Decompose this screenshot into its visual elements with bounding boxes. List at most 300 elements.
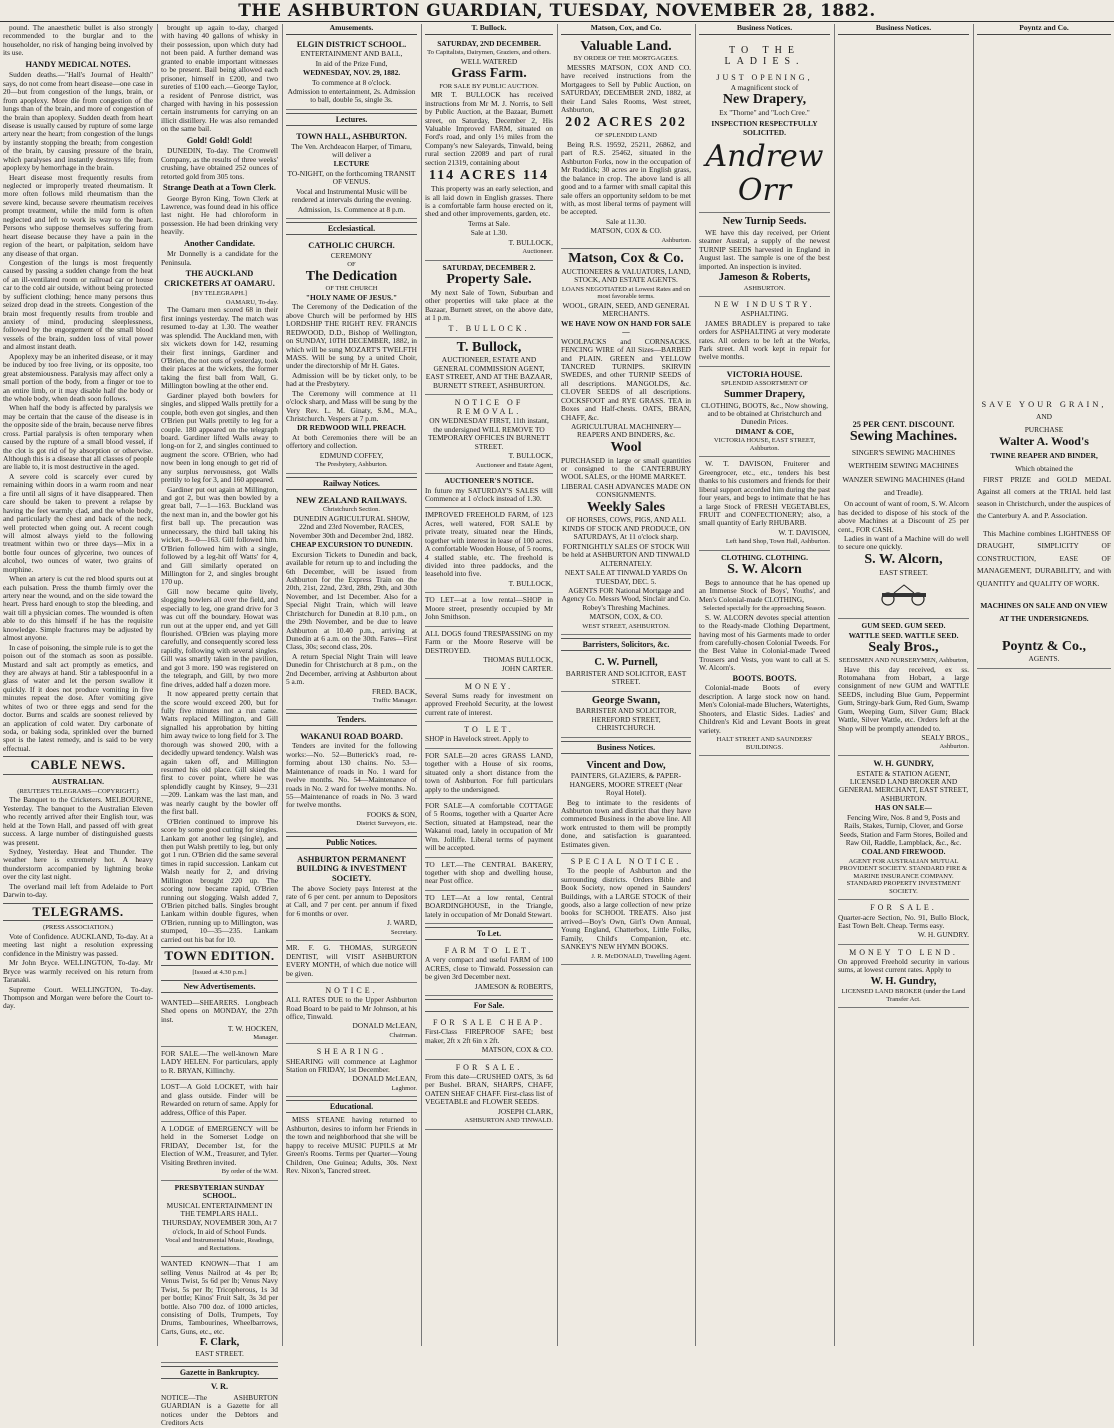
ad-heading: TOWN HALL, ASHBURTON. <box>296 131 407 141</box>
ad-text: OF <box>347 261 356 269</box>
ad-heading: 25 PER CENT. DISCOUNT. <box>852 419 955 429</box>
ad-text: MACHINES ON SALE AND ON VIEW AT THE UNDERSIGNEDS. <box>980 601 1108 624</box>
advertisement <box>425 1060 553 1130</box>
ad-text: W. T. DAVISON, Fruiterer and Greengrocer, etc., etc., tenders his best thanks to his customers and friends for their liberal support accorded him during the past four years, and begs to intimate that he has a large Stock of FRESH VEGETABLES, FRUIT and CONFECTIONERY; also, a small quantity of Early RHUBARB. <box>699 459 830 528</box>
advertisement <box>161 1047 278 1080</box>
ad-heading: W. H. GUNDRY, <box>873 758 934 768</box>
column-1 <box>0 24 156 1346</box>
advertisement <box>977 397 1111 669</box>
ad-address: EAST STREET. <box>195 1348 244 1358</box>
section-heading: Amusements. <box>286 24 417 35</box>
ad-signature: FOOKS & SON, <box>366 809 417 819</box>
ad-signature-role: Manager. <box>253 1034 278 1042</box>
ad-signature: W. T. DAVISON, <box>778 527 830 537</box>
ad-signature: MATSON, COX & CO. <box>481 1045 553 1055</box>
ad-text: S. W. ALCORN devotes special attention to the Ready-made Clothing Department, having most of his Garments made to order from carefully-chosen Colonial Tweeds. For the Best Value in Colonial-made Tweed Trousers and Vests, you want to call at S. W. Alcorn's. <box>699 612 830 673</box>
ad-text: FOR SALE BY PUBLIC AUCTION. <box>439 82 539 90</box>
ad-text: WOOLPACKS and CORNSACKS. FENCING WIRE of All Sizes—BARBED and PLAIN. GREEN and YELLOW TANCRED TURNIPS. SKIRVIN SWEDES, and other TURNIP SEEDS of all descriptions. MANGOLDS, &c. CLOVER SEEDS of all descriptions. COCKSFOOT and RYE GRASS. TEA in Boxes and Half-chests. OATS, BRAN, CHAFF, &c. <box>561 336 691 422</box>
ad-text: ESTATE & STATION AGENT, LICENSED LAND BROKER AND GENERAL MERCHANT, EAST STREET, ASHBURTON. <box>838 768 969 803</box>
advertisement <box>561 37 691 250</box>
ad-signature: EDMUND COFFEY, <box>319 450 384 460</box>
section-heading: Public Notices. <box>286 836 417 849</box>
town-edition-heading: TOWN EDITION. <box>161 947 278 966</box>
article-paragraph: When half the body is affected by paralysis we may be certain that the cause of the disease is in the opposite side of the brain, because nerve fibres cross. Partial paralysis is often temporary when caused by the rupture of a small blood vessel, if the clot is got rid of by absorption or otherwise. Although this is a disease that all classes of people are liable to, it is most destructive in the aged. <box>3 403 153 472</box>
article-paragraph: It now appeared pretty certain that the score would exceed 200, but for fully five minutes not a run came. Watts replaced Millington, and Gill signalled his approbation by hitting him away twice to long field for 3. The thorough was showed 200, with a decidedly upward tendency. Walsh was again taken off, and Millington resumed his old place. Gill skied the first to cover point, where he was splendidly caught by Kinsey, 9—231—209. Lankam was the last man, and was nearly caught by the bowler off the first ball. <box>161 689 278 817</box>
ad-text: INSPECTION RESPECTFULLY SOLICITED. <box>711 119 818 137</box>
ad-heading: TO LET. <box>464 725 514 735</box>
advertisement <box>699 551 830 756</box>
ad-signature: By order of the W.M. <box>221 1168 278 1176</box>
ad-heading: BOOTS. BOOTS. <box>732 673 797 683</box>
ad-text: Selected specially for the approaching Season. <box>703 605 826 613</box>
ad-title: C. W. Purnell, <box>594 657 658 669</box>
ad-text: MR. F. G. THOMAS, SURGEON DENTIST, will VISIT ASHBURTON EVERY MONTH, of which due notice will be given. <box>286 943 417 978</box>
ad-text: Admission to entertainment, 2s. Admission to ball, double 5s, single 3s. <box>287 86 416 105</box>
advertisement <box>286 983 417 1044</box>
ad-heading: NOTICE OF REMOVAL. <box>454 398 524 417</box>
section-heading: Barristers, Solicitors, &c. <box>561 638 691 651</box>
advertisement <box>425 943 553 996</box>
ad-text: NEXT SALE AT TINWALD YARDS On TUESDAY, DEC. 5. <box>564 568 688 586</box>
ad-heading: WATTLE SEED. WATTLE SEED. <box>848 630 959 640</box>
ad-text: DR REDWOOD WILL PREACH. <box>297 423 406 433</box>
ad-signature: MATSON, COX, & CO. <box>589 612 663 622</box>
advertisement <box>425 722 553 749</box>
ad-text: FOR SALE—20 acres GRASS LAND, together with a House of six rooms, situated only a short distance from the town of Ashburton. For full particulars apply to the undersigned. <box>425 750 553 794</box>
article-paragraph: George Byron King, Town Clerk at Lawrence, was found dead in his office last night. He had chloroform in possession. He had been drinking very heavily. <box>161 193 278 237</box>
ad-name: F. Clark, <box>199 1337 240 1349</box>
article-paragraph: Gardiner played both bowlers for singles, and slipped Walls prettily for a couple, both even got singles, and then O'Brien put Walls prettily to leg for a couple. 180 appeared on the telegraph board. Gardiner lifted Walls away to long-on for 2, and singles continued to augment the score. O'Brien, who had now been in long enough to get rid of any surplus nervousness, got Walls prettily to leg for 3, and 160 appeared. <box>161 390 278 485</box>
ad-signature-role: Ashburton. <box>939 743 969 751</box>
advertisement <box>838 900 969 944</box>
ad-text: WOOL, GRAIN, SEED, AND GENERAL MERCHANTS. <box>562 300 690 319</box>
ad-text: SHEARING will commence at Laghmor Station on FRIDAY, 1st December. <box>286 1056 417 1074</box>
ad-text: The Ven. Archdeacon Harper, of Timaru, will deliver a <box>291 141 412 159</box>
ad-text: WE have this day received, per Orient steamer Austral, a supply of the newest TURNIP SEEDS harvested in England in August last. The sample is one of the best imported. An inspection is invited. <box>699 227 830 271</box>
ad-heading: WAKANUI ROAD BOARD. <box>300 731 403 741</box>
ad-text: WEDNESDAY, NOV. 29, 1882. <box>302 68 401 78</box>
ad-text: My next Sale of Town, Suburban and other properties will take place at the Bazaar, Burnett street, on the above date, at 1 p.m. <box>425 287 553 323</box>
ad-text: FORTNIGHTLY SALES OF STOCK Will be held at ASHBURTON AND TINWALD ALTERNATELY. <box>562 541 690 568</box>
ad-text: The above Society pays Interest at the rate of 6 per cent. per annum to Depositors at Call, and 7 per cent. per annum if fixed for 6 months or over. <box>286 883 417 918</box>
ad-signature: MATSON, COX & CO. <box>590 226 662 236</box>
advertisement <box>425 891 553 924</box>
advertisement <box>838 945 969 1009</box>
ad-text: OF SPLENDID LAND <box>595 132 657 140</box>
ad-signature: T. W. HOCKEN, <box>227 1023 278 1033</box>
ad-text: VICTORIA HOUSE, EAST STREET, Ashburton. <box>713 437 816 452</box>
ad-text: AND <box>1035 412 1052 422</box>
ad-text: Beg to intimate to the residents of Ashburton town and district that they have commenced Business in the above line. All work entrusted to them will be promptly done, and satisfaction is guaranteed. Estimates given. <box>561 797 691 849</box>
ad-text: Excursion Tickets to Dunedin and back, available for return up to and including the 6th December, will be issued from Ashburton for the Express Train on the 20th, 21st, 22nd, 23rd, 28th, 29th, and 30th November, and 1st December. Also for a Special Night Train, which will leave Christchurch for Dunedin at 8.10 p.m., on the 29th November, and be due to leave Ashburton at 10.40 p.m., arriving at Dunedin at 6 a.m. on the 30th. Fares—First Class, 30s; second class, 20s. <box>286 549 417 652</box>
article-paragraph: Supreme Court. WELLINGTON, To-day. Thompson and Morgan were before the Court to-day. <box>3 984 153 1011</box>
article-paragraph: A severe cold is scarcely ever cured by remaining within doors in a warm room and near a fire until all signs of it have disappeared. Then care should be taken to prevent a relapse by having the feet warmly clad, and the whole body, and particularly the chest and back of the neck, well protected when going out. A recent cough will almost always yield to the following treatment within two or three days—Mix in a bottle four ounces of glycerine, two ounces of alcohol, two ounces of water, two grains of morphine. <box>3 471 153 574</box>
reaper-illustration <box>838 583 969 609</box>
ad-text: Fencing Wire, Nos. 8 and 9, Posts and Rails, Stakes, Turnip, Clover, and Gorse Seeds, Station and Farm Stores, Boiled and Raw Oil, Raddle, Lampblack, &c., &c. <box>839 812 968 848</box>
advertisement <box>286 852 417 941</box>
advertisement <box>286 238 417 474</box>
ad-text: NOTICE—The ASHBURTON GUARDIAN is a Gazette for all notices under the Debtors and Creditors Acts <box>161 1392 278 1428</box>
advertisement <box>699 457 830 550</box>
advertisement <box>838 756 969 901</box>
ad-text: From this date—CRUSHED OATS, 3s 6d per Bushel. BRAN, SHARPS, CHAFF, OATEN SHEAF CHAFF. First-class list of VEGETABLE and FLOWER SEEDS. <box>425 1071 553 1107</box>
ad-text: BARRISTER AND SOLICITOR, HEREFORD STREET, CHRISTCHURCH. <box>575 706 677 733</box>
ad-text: SATURDAY, 2ND DECEMBER. <box>437 38 541 48</box>
article-paragraph: Mr Donnelly is a candidate for the Peninsula. <box>161 249 278 267</box>
ad-text: To Capitalists, Dairymen, Graziers, and others. <box>427 49 551 57</box>
ad-text: AGENTS FOR National Mortgage and Agency Co. Messrs Wood, Sinclair and Co. Robey's Threshing Machines. <box>561 585 691 612</box>
ad-text: DIMANT & COE, <box>735 426 794 436</box>
ad-signature: SEALY BROS., <box>921 733 969 742</box>
ad-signature: W. H. GUNDRY. <box>917 930 969 940</box>
ad-title: Sealy Bros., <box>868 640 939 656</box>
advertisement <box>286 129 417 219</box>
ad-text: ASHBURTON. <box>743 284 786 292</box>
ad-text: PAINTERS, GLAZIERS, & PAPER-HANGERS, MOORE STREET (Near Royal Hotel). <box>569 771 683 798</box>
advertisement <box>425 593 553 626</box>
byline: [BY TELEGRAPH.] <box>192 290 247 298</box>
article-paragraph: pound. The anaesthetic bullet is also strongly recommended to the burglar and to the householder, no risk of hanging being involved by its use. <box>3 23 153 58</box>
ad-text: The Ceremony of the Dedication of the above Church will be performed by HIS LORDSHIP THE RIGHT REV. FRANCIS REDWOOD, D.D., Bishop of Wellington, on SUNDAY, 10TH DECEMBER, 1882, in which will be sung MOZART'S TWELFTH MASS. Will be sung by a united Choir, under the directorship of Mr H. Gates. <box>286 302 417 371</box>
ad-text: Admission will be by ticket only, to be had at the Presbytery. <box>286 370 417 389</box>
ad-text: DUNEDIN AGRICULTURAL SHOW, 22nd and 23rd November, RACES, November 30th and December 2nd, 1882. <box>289 513 414 540</box>
ad-text: PURCHASED in large or small quantities or consigned to the CANTERBURY WOOL SALES, or the HOME MARKET. <box>561 455 691 482</box>
ad-signature: DONALD McLEAN, <box>352 1074 417 1084</box>
ad-text: Vocal and Instrumental Music will be rendered at intervals during the evening. <box>291 186 412 205</box>
ad-text: In aid of the Prize Fund, <box>315 58 388 68</box>
ad-text: WANTED—SHEARERS. Longbeach Shed opens on MONDAY, the 27th inst. <box>161 997 278 1024</box>
ad-signature-role: District Surveyors, etc. <box>356 820 417 828</box>
newspaper-masthead: THE ASHBURTON GUARDIAN, TUESDAY, NOVEMBER 28, 1882. <box>0 0 1114 22</box>
ad-heading: FOR SALE. <box>870 903 937 913</box>
ad-text: FOR SALE—A comfortable COTTAGE of 5 Rooms, together with a Quarter Acre Section, situated at Hampstead, near the Wakanui road, lately in occupation of Mr Wm. Jolliffe. Liberal terms of payment will be accepted. <box>425 800 553 853</box>
article-paragraph: Apoplexy may be an inherited disease, or it may be induced by too free living, or its opposite, too great abstemiousness. Paralysis may affect only a small portion of the body, from a finger or toe to an entire limb, or it may disable half the body or the whole body, when death soon follows. <box>3 351 153 403</box>
ad-text: SPLENDID ASSORTMENT OF <box>721 380 808 388</box>
ad-text: First-Class FIREPROOF SAFE; best maker, 2ft x 2ft 6in x 2ft. <box>425 1027 553 1045</box>
ad-heading: MONEY TO LEND. <box>849 947 958 957</box>
ad-text: At both Ceremonies there will be an offertory and collection. <box>286 432 417 451</box>
ad-text: LICENSED LAND BROKER (under the Land Transfer Act. <box>841 988 966 1003</box>
ad-signature-role: Auctioneer and Estate Agent, <box>475 461 553 469</box>
ad-heading: PRESBYTERIAN SUNDAY SCHOOL. <box>174 1182 265 1201</box>
advertisement <box>425 395 553 474</box>
ad-text: OF THE CHURCH <box>325 285 378 293</box>
ad-text: SATURDAY, DECEMBER 2. <box>442 262 536 272</box>
ad-text: BY ORDER OF THE MORTGAGEES. <box>573 55 679 63</box>
ad-heading: NOTICE. <box>325 986 378 996</box>
ad-signature: JOHN CARTER. <box>501 664 553 674</box>
cable-credit: (REUTER'S TELEGRAMS—COPYRIGHT.) <box>17 787 139 795</box>
ad-heading: NEW INDUSTRY. <box>714 300 815 310</box>
ad-text: MESSRS MATSON, COX AND CO. have received instructions from the Mortgagees to Sell by Public Auction, on SATURDAY, DECEMBER 2ND, 1882, at their Land Sales Rooms, West street, Ashburton, <box>561 62 691 115</box>
ad-text: FOR SALE.—The well-known Mare LADY HELEN. For particulars, apply to R. BRYAN, Killinchy. <box>161 1048 278 1075</box>
telegrams-heading: TELEGRAMS. <box>3 903 153 922</box>
dateline: OAMARU, To-day. <box>225 298 278 306</box>
article-paragraph: Congestion of the lungs is most frequently caused by passing a sudden change from the heat of an ill-ventilated room or railroad car or house car to the cold air outside, without being protected by sufficient clothing; hence many persons thus seized drop dead in the streets. Congestion of the brain most frequently results from trouble and anxiety of mind, producing sleeplessness, followed by the engorgement of the small blood vessels of the brain, sudden loss of vital power and almost instant death. <box>3 257 153 352</box>
ad-text: OF HORSES, COWS, PIGS, AND ALL KINDS OF STOCK AND PRODUCE, ON SATURDAYS, At 11 o'clock sharp. <box>562 515 690 542</box>
column-heading: Business Notices. <box>699 24 830 35</box>
advertisement <box>161 996 278 1047</box>
ad-title: George Swann, <box>591 694 661 706</box>
ad-heading: SPECIAL NOTICE. <box>570 857 682 867</box>
ad-text: To commence at 8 o'clock. <box>311 77 391 87</box>
ad-signature: THOMAS BULLOCK, <box>483 654 553 664</box>
ad-signature: T. BULLOCK, <box>508 451 553 461</box>
ad-text: A magnificent stock of <box>730 82 799 92</box>
ad-text: On approved Freehold security in various sums, at lowest current rates. Apply to <box>838 957 969 975</box>
section-heading: Railway Notices. <box>286 477 417 490</box>
ad-text: LOST—A Gold LOCKET, with hair and glass outside. Finder will be Rewarded on return of same. Apply for address, Office of this Paper. <box>161 1082 278 1117</box>
ad-signature-role: Chairman. <box>389 1031 417 1039</box>
ad-heading: GUM SEED. GUM SEED. <box>861 621 946 631</box>
ad-text: Have this day received, ex ss. Rotomahana from Hobart, a large consignment of new GUM and WATTLE SEEDS, including Blue Gum, Peppermint Gum, Stringy-bark Gum, Red Gum, Swamp Gum, Weeping Gum, Silver Gum; Black Wattle, Silver Wattle, etc. Orders left at the Shop will be promptly attended to. <box>838 664 969 733</box>
cable-news-heading: CABLE NEWS. <box>3 756 153 775</box>
ad-title: S. W. Alcorn <box>727 562 802 578</box>
advertisement <box>425 799 553 858</box>
article-paragraph: Mr John Bryce. WELLINGTON, To-day. Mr Bryce was warmly received on his return from Taranaki. <box>3 958 153 985</box>
ad-signature: JOSEPH CLARK, <box>497 1106 553 1116</box>
column-5 <box>557 24 694 1346</box>
advertisement <box>286 941 417 983</box>
ad-text: This Machine combines LIGHTNESS OF DRAUGHT, SIMPLICITY OF CONSTRUCTION, EASE OF MANAGEMENT, DURABILITY, and with QUANTITY and QUALITY OF WORK. <box>977 528 1111 588</box>
advertisement <box>561 854 691 965</box>
ad-text: Being R.S. 19592, 25211, 26862, and part of R.S. 25462, situated in the Ashburton Forks, now in the occupation of Mr Ruddick; 30 acres are in English grass, the balance in crop. The above land is all good and to a farmer with small capital this sale offers an opportunity seldom to be met with, as most liberal terms of payment will be accepted. <box>561 139 691 217</box>
ad-title: New Drapery, <box>722 91 807 107</box>
ad-heading: CATHOLIC CHURCH. <box>308 241 395 251</box>
ad-text: Sale at 11.30. <box>606 216 646 226</box>
ad-text: EAST STREET. <box>879 567 928 577</box>
ad-signature: T. BULLOCK, <box>508 237 553 247</box>
ad-text: On account of want of room, S. W. Alcorn has decided to dispose of his stock of the above Machines at a Discount of 25 per cent., FOR CASH. <box>838 499 970 534</box>
ad-text: COAL AND FIREWOOD. <box>861 847 946 857</box>
ad-signature: HALT STREET AND SAUNDERS' BUILDINGS. <box>716 735 813 751</box>
column-7 <box>834 24 972 1346</box>
ad-text: Begs to announce that he has opened up an Immense Stock of Boys', Youths', and Men's Colonial-made CLOTHING, <box>699 577 830 604</box>
article-paragraph: When an artery is cut the red blood spurts out at each pulsation. Press the thumb firmly over the artery near the wound, and on the side toward the heart. Press hard enough to stop the bleeding, and wait till a physician comes. The wounded is often able to do this himself if he has the requisite knowledge. Simple fractures may be adjusted by almost anyone. <box>3 574 153 643</box>
advertisement <box>425 338 553 395</box>
section-heading: For Sale. <box>425 999 553 1012</box>
article-paragraph: DUNEDIN, To-day. The Cromwell Company, as the results of three weeks' crushing, have obtained 252 ounces of retorted gold from 305 tons. <box>161 146 278 181</box>
advertisement <box>561 249 691 635</box>
ad-text: TO LET—At a low rental, Central BOARDINGHOUSE, in the Triangle, lately in occupation of Mr Donald Stewart. <box>425 892 553 919</box>
ad-text: "HOLY NAME OF JESUS." <box>305 292 398 302</box>
royal-cypher: V. R. <box>210 1382 229 1392</box>
article-paragraph: The overland mail left from Adelaide to Port Darwin to-day. <box>3 881 153 900</box>
article-paragraph: Gardiner put out again at Millington, and got 2, but was then bowled by a great ball, 7—1—163. Buckland was the next man in, and the bowler got his first ball up. The precaution was unnecessary, the third ball taking his wicket, 8—0—163. Gill followed him. O'Brien followed him with a single, followed by a leg-hit off Watts' for 4, and Gill similarly operated on Millington for 2, and singles brought 170 up. <box>161 484 278 587</box>
ad-acres: 114 ACRES 114 <box>428 168 550 184</box>
article-heading: Another Candidate. <box>183 238 256 248</box>
ad-heading: AUCTIONEER'S NOTICE. <box>444 476 534 486</box>
ad-text: ALL RATES DUE to the Upper Ashburton Road Board to be paid to Mr Johnson, at his office, Tinwald. <box>286 995 417 1022</box>
advertisement <box>286 37 417 110</box>
column-heading: Poyntz and Co. <box>977 24 1111 35</box>
ad-heading: CLOTHING. CLOTHING. <box>721 552 808 562</box>
blank-space <box>977 37 1111 397</box>
advertisement <box>425 858 553 891</box>
ad-text: Sale at 1.30. <box>470 228 508 238</box>
ad-text: SINGER'S SEWING MACHINES WERTHEIM SEWING MACHINES WANZER SEWING MACHINES (Hand and Treadle). <box>842 447 965 497</box>
column-3 <box>282 24 420 1346</box>
ad-text: SHOP in Havelock street. Apply to <box>425 734 529 744</box>
ad-signature-role: WEST STREET, ASHBURTON. <box>582 622 670 630</box>
advertisement <box>561 757 691 854</box>
ad-text: ENTERTAINMENT AND BALL, <box>300 49 403 59</box>
ad-heading: SHEARING. <box>316 1047 387 1057</box>
article-heading: THE AUCKLAND CRICKETERS AT OAMARU. <box>164 269 275 288</box>
ad-text: Which obtained the <box>1015 463 1073 473</box>
ad-title: Wool <box>610 439 642 455</box>
ad-title: Walter A. Wood's <box>999 434 1089 449</box>
section-heading: Educational. <box>286 1100 417 1113</box>
ad-text: ASPHALTING. <box>740 309 789 319</box>
article-paragraph: Vote of Confidence. AUCKLAND, To-day. At a meeting last night a resolution expressing confidence in the Ministry was passed. <box>3 931 153 958</box>
ad-text: IMPROVED FREEHOLD FARM, of 123 Acres, well watered, FOR SALE by private treaty, situated near the Hinds, together with interest in lease of 100 acres. A comfortable Wooden House, of 5 rooms, 4 stalled stable, etc. The freehold is divided into three paddocks, and the leasehold into five. <box>425 510 553 579</box>
ad-signature-role: Auctioneer. <box>522 248 553 256</box>
ad-text: TO-NIGHT, on the forthcoming TRANSIT OF VENUS. <box>287 168 416 187</box>
article-paragraph: Heart disease most frequently results from neglected or improperly treated rheumatism. It more often follows mild rheumatism than the severe kind, because severe rheumatism receives prompt treatment, while the mild form is often neglected and left to work its way to the heart. Persons who suppose themselves suffering from heart disease because they have a pain in the region of the heart, or palpitation, seldom have any disease of that organ. <box>3 172 153 258</box>
ad-text: FIRST PRIZE and GOLD MEDAL Against all comers at the TRIAL held last season in Christchurch, under the auspices of the Canterbury A. and P. Association. <box>977 475 1111 520</box>
article-paragraph: The Banquet to the Cricketers. MELBOURNE, Yesterday. The banquet to the Australian Eleven who recently arrived after their English tour, was held at the Town Hall, and passed off with great success. A large number of distinguished guests was present. <box>3 795 153 847</box>
ad-text: A very compact and useful FARM of 100 ACRES, close to Tinwald. Possession can be given 3rd December next. <box>425 955 553 982</box>
advertisement <box>425 37 553 261</box>
blank-space <box>838 37 969 417</box>
ad-heading: FOR SALE CHEAP. <box>433 1018 545 1028</box>
ad-text: Several Sums ready for investment on approved Freehold Security, at the lowest current rate of interest. <box>425 690 553 717</box>
ad-title: Valuable Land. <box>580 38 672 54</box>
advertisement <box>838 619 969 756</box>
cable-subheading: AUSTRALIAN. <box>51 777 105 787</box>
advertisement <box>425 627 553 679</box>
ad-text: WANTED KNOWN—That I am selling Venus Nailrod at 4s per lb; Venus Twist, 5s 6d per lb; Venus Navy Twist, 5s per lb; Tricopherous, 1s 3d per bottle; Kinos' Fruit Salt, 3s 3d per bottle. Also 700 doz. of 1000 articles, consisting of Dolls, Trumpets, Toy Drums, Tambourines, Wheelbarrows, Carts, Guns, etc., etc. <box>161 1259 278 1336</box>
ad-title: Vincent and Dow, <box>586 759 666 771</box>
ad-signature: J. R. McDONALD, Travelling Agent. <box>591 952 691 960</box>
advertisement <box>425 474 553 508</box>
advertisement <box>161 1257 278 1363</box>
ad-text: AUCTIONEER, ESTATE AND GENERAL COMMISSION AGENT, EAST STREET, AND AT THE BAZAAR, BURNETT STREET, ASHBURTON. <box>425 355 553 390</box>
advertisement <box>561 654 691 691</box>
ad-text: Vocal and Instrumental Music, Readings, and Recitations. <box>165 1237 274 1252</box>
ad-text: TO LET.—The CENTRAL BAKERY, together with shop and dwelling house, near Post office. <box>425 859 553 886</box>
ad-heading: ASHBURTON PERMANENT BUILDING & INVESTMENT SOCIETY. <box>296 854 407 884</box>
ad-text: A return Special Night Train will leave Dunedin for Christchurch at 8 p.m., on the 2nd December, arriving at Ashburton about 5 a.m. <box>286 651 417 687</box>
section-heading: Tenders. <box>286 713 417 726</box>
ad-text: MISS STEANE having returned to Ashburton, desires to inform her Friends in the town and neighborhood that she will be happy to receive MUSIC PUPILS at Mr Green's Rooms. Terms per Quarter—Young Children, One Guinea; Adults, 30s. Next Rev. Nixon's, Tancred street. <box>286 1115 417 1176</box>
ad-text: CLOTHING, BOOTS, &c., Now showing, and to be obtained at Christchurch and Dunedin Prices. <box>700 400 829 427</box>
advertisement <box>838 417 969 620</box>
ad-title: Jameson & Roberts, <box>718 272 811 284</box>
ad-signature-role: Traffic Manager. <box>372 697 417 705</box>
ad-text: PURCHASE <box>1024 424 1064 434</box>
advertisement <box>425 261 553 338</box>
column-heading: Business Notices. <box>838 24 969 35</box>
advertisement <box>699 37 830 214</box>
ad-text: WELL WATERED <box>460 56 518 66</box>
ad-title: Matson, Cox & Co. <box>568 251 684 267</box>
section-heading: To Let. <box>425 927 553 940</box>
column-heading: Matson, Cox, and Co. <box>561 24 691 35</box>
ad-text: THURSDAY, NOVEMBER 30th, At 7 o'clock, In aid of School Funds. <box>162 1218 277 1236</box>
ad-title: S. W. Alcorn, <box>864 551 943 567</box>
ad-text: LOANS NEGOTIATED at Lowest Rates and on most favorable terms. <box>561 285 691 301</box>
article-heading: Strange Death at a Town Clerk. <box>162 183 277 193</box>
ad-text: JUST OPENING, <box>716 73 813 83</box>
ad-title: T. Bullock, <box>456 339 522 355</box>
article-paragraph: O'Brien continued to improve his score by some good cutting for singles. Lankam got another leg (single), and then put Walsh prettily to leg, but only got 1 run. O'Brien did the same several times in rapid succession. Lankam cut Walsh neatly for 2, and driving Millington brought 220 up. The scoring now became rapid, O'Brien running out slogging. Walsh added 7, O'Brien pitched balls. Singles brought Lankam within double figures, when O'Brien, running up to Millington, was stumped, 10—35—235. Lankam carried out his bat for 10. <box>161 816 278 944</box>
ad-signature-role: Laghmor. <box>391 1084 417 1092</box>
ad-title: Poyntz & Co., <box>1002 638 1086 654</box>
ad-text: Quarter-acre Section, No. 91, Bullo Block, East Town Belt. Cheap. Terms easy. <box>838 912 969 931</box>
article-paragraph: brought up again to-day, charged with having 40 gallons of whisky in their possession, upon which duty had not been paid. A further demand was granted to enable important witnesses to be present. Bail being allowed each prisoner, himself in £200, and two sureties of £100 each.—George Taylor, a resident of Penrose district, was charged with having in his possession certain instruments for carrying on an illicit distillery. He was also remanded on the same bail. <box>161 23 278 134</box>
advertisement <box>425 749 553 799</box>
merchant-signature: Andrew Orr <box>705 138 824 209</box>
ad-text: ALL DOGS found TRESPASSING on my Farm or the Moore Reserve will be DESTROYED. <box>425 628 553 655</box>
ad-text: SEEDSMEN AND NURSERYMEN, Ashburton, <box>838 656 969 664</box>
ad-signature-role: Left hand Shop, Town Hall, Ashburton. <box>725 538 830 546</box>
article-heading: Gold! Gold! Gold! <box>186 135 253 145</box>
column-6 <box>695 24 833 1346</box>
ad-text: LECTURE <box>333 159 370 169</box>
telegrams-credit: (PRESS ASSOCIATION.) <box>43 924 113 932</box>
ad-signature-role: Secretary. <box>390 928 417 936</box>
ad-text: Admission, 1s. Commence at 8 p.m. <box>297 204 406 214</box>
ad-title: Summer Drapery, <box>724 388 805 400</box>
ad-heading: MONEY. <box>464 681 514 691</box>
section-heading: Ecclesiastical. <box>286 222 417 235</box>
advertisement <box>561 692 691 738</box>
advertisement <box>286 729 417 833</box>
ad-signature-role: The Presbytery, Ashburton. <box>315 461 388 469</box>
ad-text: A LODGE of EMERGENCY will be held in the Somerset Lodge on FRIDAY, December 1st, for the Election of W.M., Treasurer, and Tyler. Visiting Brethren invited. <box>161 1124 278 1167</box>
column-2 <box>157 23 281 1428</box>
ad-title: Property Sale. <box>446 272 532 288</box>
ad-text: TWINE REAPER AND BINDER, <box>990 451 1098 461</box>
ad-text: MR T. BULLOCK has received instructions from Mr M. J. Norris, to Sell by Public Auction, at the Bazaar, Burnett street, on Saturday, December 2, His Valuable Improved FARM, situated on Ford's road, and only 1½ miles from the Company's new Saleyards, Tinwald, being rural section 22089 and part of rural section 21319, containing about <box>425 90 553 167</box>
column-4 <box>421 24 556 1346</box>
ad-title: Weekly Sales <box>586 499 666 515</box>
ad-signature-role: Ashburton. <box>661 236 691 244</box>
section-heading: Lectures. <box>286 113 417 126</box>
ad-heading: VICTORIA HOUSE. <box>726 369 803 379</box>
ad-text: ON WEDNESDAY FIRST, 11th instant, the undersigned WILL REMOVE TO TEMPORARY OFFICES IN BURNETT STREET. <box>428 416 550 451</box>
section-heading: Business Notices. <box>561 741 691 754</box>
advertisement <box>286 493 417 710</box>
ad-heading: SAVE YOUR GRAIN, <box>981 399 1107 409</box>
column-heading: T. Bullock. <box>425 24 553 35</box>
article-paragraph: In case of poisoning, the simple rule is to get the poison out of the stomach as soon as possible. Mustard and salt act promptly as emetics, and they are always at hand. Stir a tablespoonful in a glass of water and let the person swallow it quickly. If it does not produce vomiting in five minutes repeat the dose. After vomiting give whites of two or three eggs and send for the doctor. Burns and scalds are soonest relieved by an application of cold water. Dry carbonate of soda, or baking soda, sprinkled over the burned spot is the latest remedy, and is said to be very effectual. <box>3 642 153 753</box>
advertisement <box>161 1080 278 1122</box>
column-8 <box>973 24 1114 1346</box>
ad-text: Christchurch Section. <box>322 506 381 514</box>
ad-signature: FRED. BACK, <box>372 686 417 696</box>
advertisement <box>699 367 830 457</box>
article-paragraph: Sydney, Yesterday. Heat and Thunder. The weather here is extremely hot. A heavy thunderstorm accompanied by lightning broke over the city last night. <box>3 846 153 882</box>
ad-signature: T. BULLOCK. <box>448 323 530 333</box>
ad-heading: FOR SALE. <box>455 1062 523 1072</box>
section-heading: HANDY MEDICAL NOTES. <box>25 59 131 69</box>
ad-signature-role: ASHBURTON AND TINWALD. <box>464 1117 553 1125</box>
ad-signature: JAMESON & ROBERTS, <box>474 981 553 991</box>
ad-heading: FARM TO LET. <box>444 946 534 956</box>
ad-title: Sewing Machines. <box>849 429 958 445</box>
ad-signature: J. WARD, <box>386 918 417 928</box>
ad-text: MUSICAL ENTERTAINMENT IN THE TEMPLARS HALL. <box>166 1200 273 1219</box>
ad-text: CEREMONY <box>330 250 373 260</box>
ad-text: To the people of Ashburton and the surrounding districts. Orders Bible and Book Society, now opened in Saunders' Buildings, with a LARGE STOCK of their goods, also a large collection of new prize books for SCHOOL TREATS. Also just arrived—Boy's Own, Girl's Own Annual, Young England, Chatterbox, Little Folks, Family, Child's Companion, etc. SANKEY'S NEW HYMN BOOKS. <box>561 866 691 952</box>
ad-signature: DONALD McLEAN, <box>352 1021 417 1031</box>
ad-text: HAS ON SALE— <box>875 803 932 813</box>
town-edition-sub: [Issued at 4.30 p.m.] <box>192 969 247 977</box>
advertisement <box>425 679 553 722</box>
